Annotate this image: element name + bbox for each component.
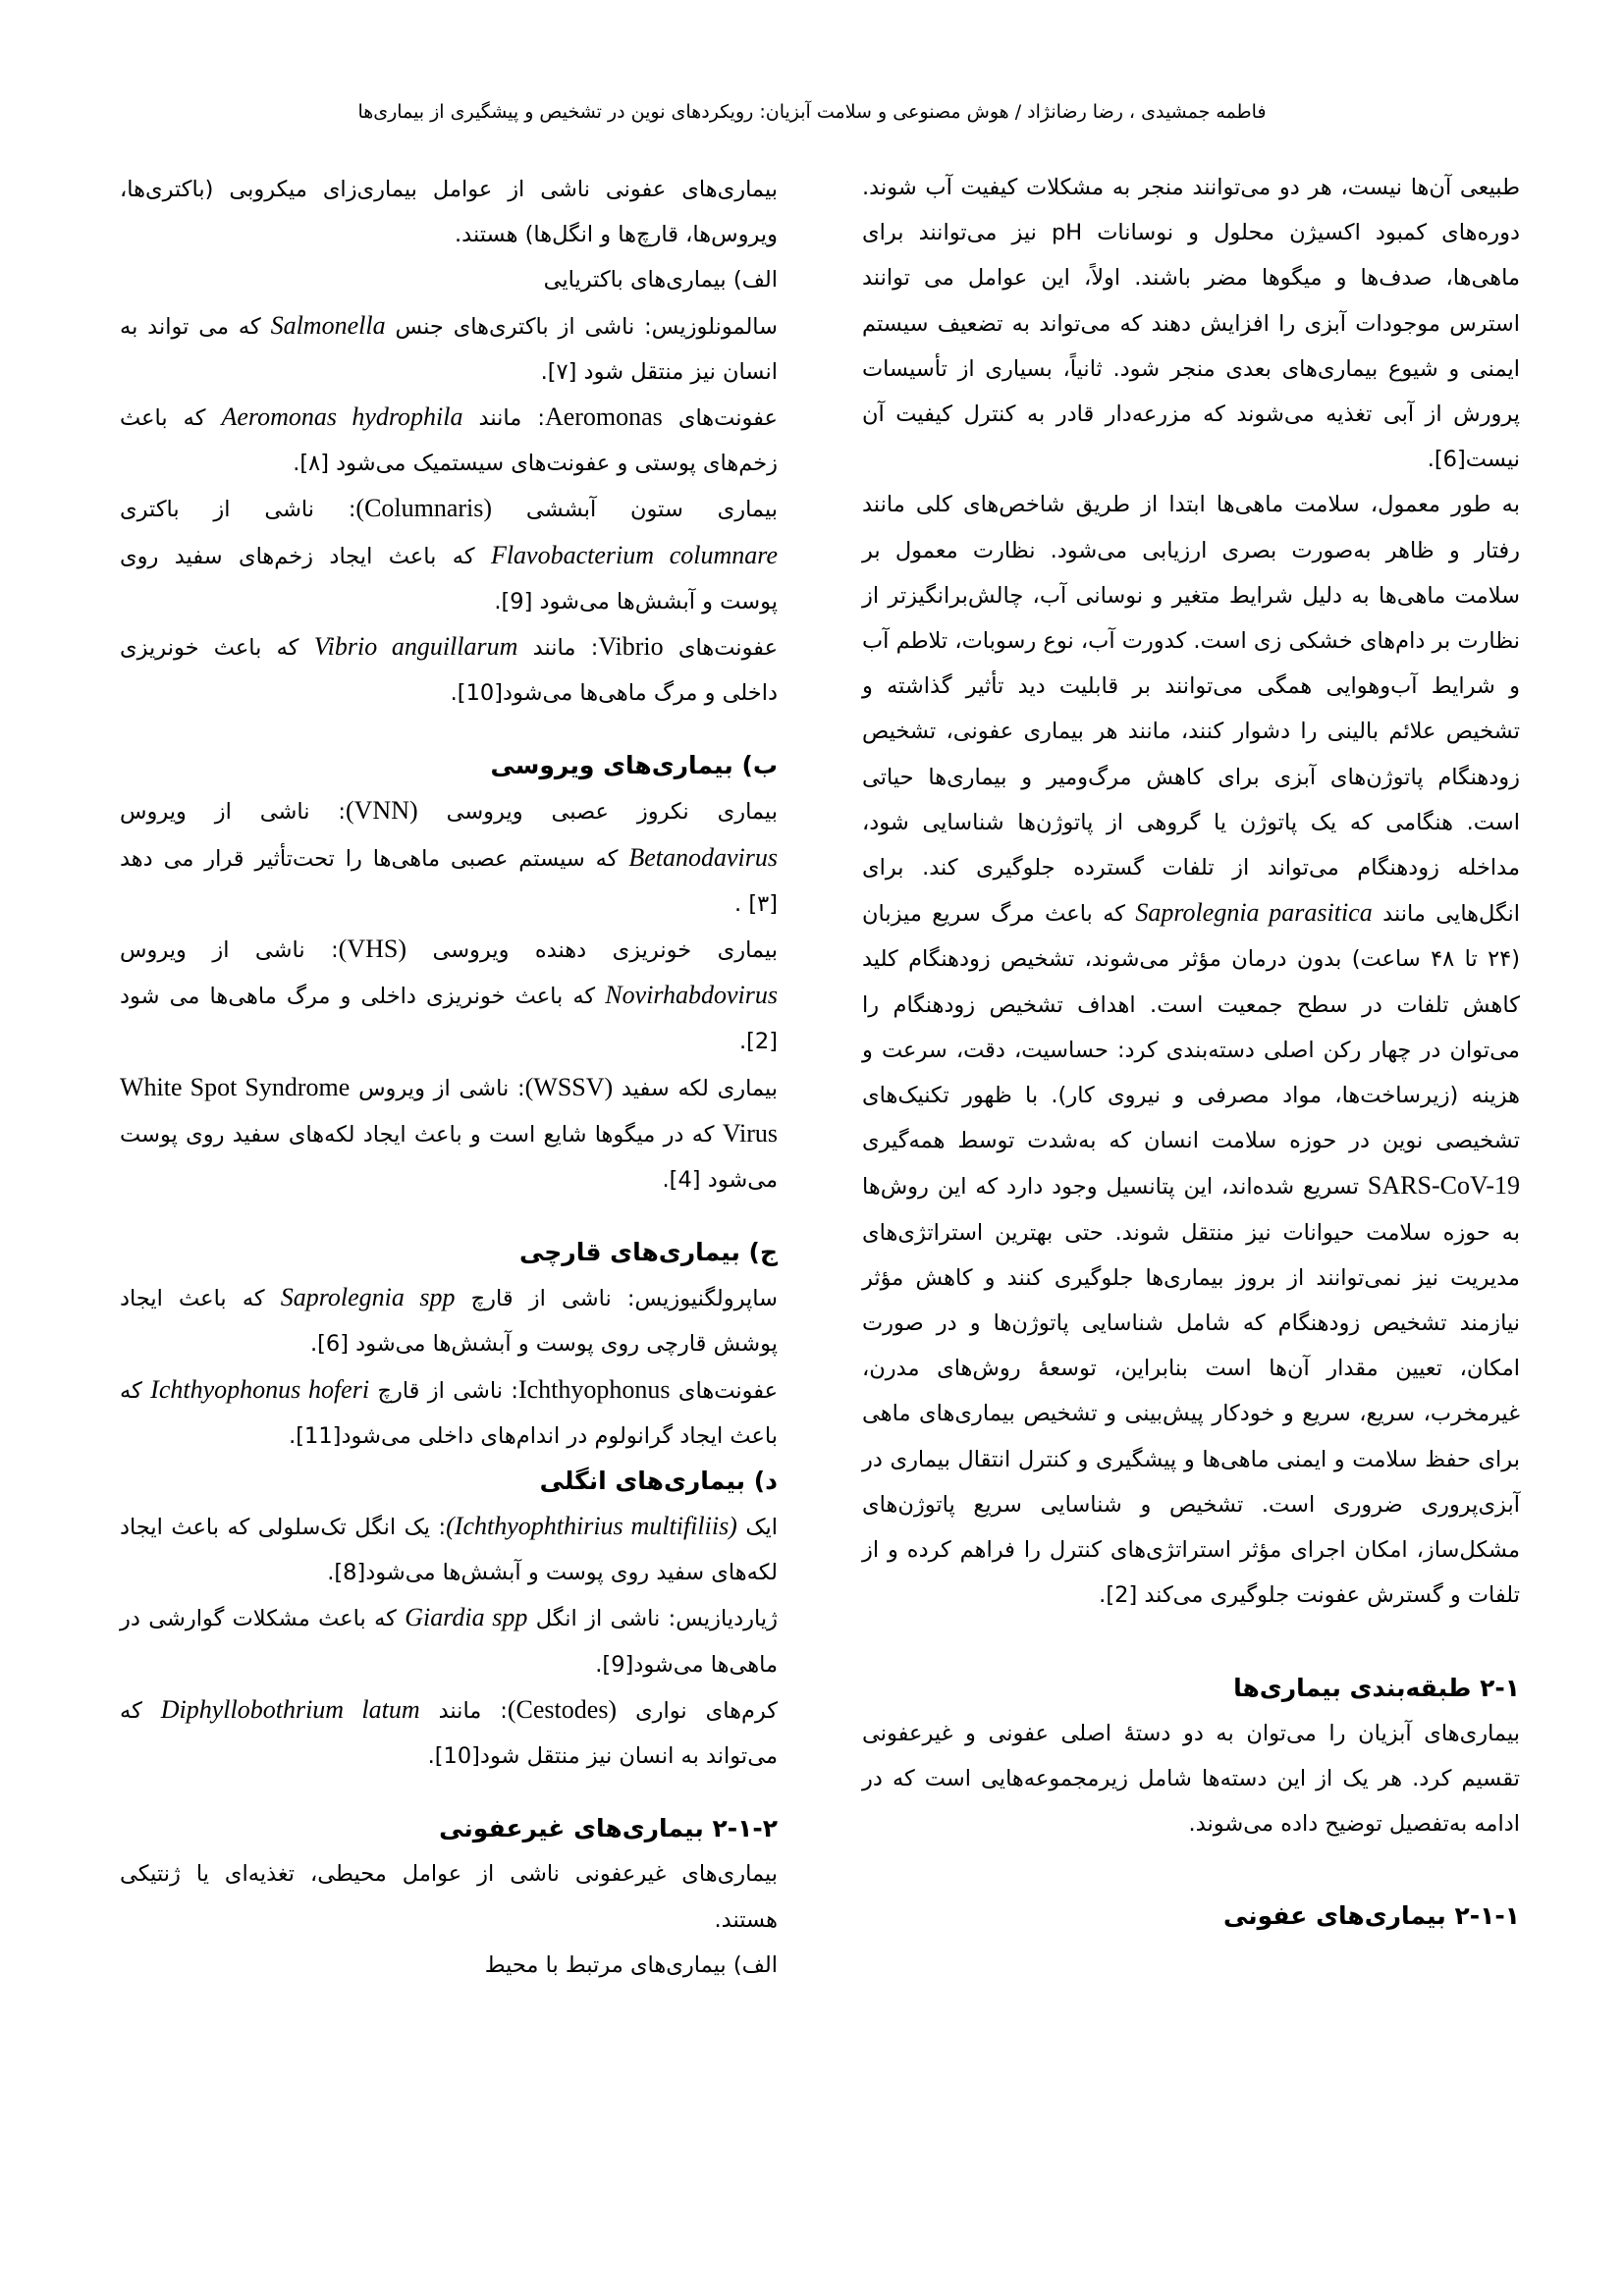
species-italic: Ichthyophonus hoferi [150, 1374, 370, 1404]
paragraph-water-quality: طبیعی آن‌ها نیست، هر دو می‌توانند منجر به مشکلات کیفیت آب شوند. دوره‌های کمبود اکسیژن محلول و نوسانات pH نیز می‌توانند برای ماهی‌ها، صدف‌ها و میگوها مضر باشند. اولاً، این عوامل می توانند استرس موجودات آبزی را افزایش دهند که می‌تواند به تضعیف سیستم ایمنی و شیوع بیماری‌های بعدی منجر شود. ثانیاً، بسیاری از تأسیسات پرورش از آبی تغذیه می‌شوند که مزرعه‌دار قادر به کنترل کیفیت آن نیست[6]. [862, 175, 1520, 473]
entry-columnaris [120, 486, 778, 624]
virus-name: White Spot Syndrome Virus [120, 1072, 779, 1148]
text: بیماری نکروز عصبی ویروسی [446, 799, 778, 826]
text: : ناشی از ویروس [120, 937, 339, 964]
species-name [271, 311, 386, 340]
abbreviation: (VNN) [346, 796, 418, 826]
left-column [120, 167, 778, 1988]
section-heading-2-1: ۲-۱ طبقه‌بندی بیماری‌ها [1233, 1673, 1520, 1702]
text: عفونت‌های [677, 1377, 779, 1404]
species-italic: Vibrio anguillarum [313, 632, 518, 662]
text: کرم‌های نواری [635, 1697, 779, 1724]
text: : مانند [532, 635, 599, 662]
text: که باعث زخم‌های پوستی و عفونت‌های سیستمیک می‌شود [۸]. [120, 405, 778, 477]
text: که باعث خونریزی داخلی و مرگ ماهی‌ها می‌شود[10]. [120, 635, 778, 707]
text: : مانند [478, 405, 545, 432]
entry-wssv [120, 1065, 778, 1203]
entry-vhs [120, 927, 778, 1065]
text: : ناشی از باکتری [120, 497, 356, 523]
text: : ناشی از ویروس [358, 1075, 525, 1101]
text: که باعث مرگ سریع میزبان (۲۴ تا ۴۸ ساعت) بدون درمان مؤثر می‌شوند، تشخیص زودهنگام کلید کاهش تلفات در سطح جمعیت است. اهداف تشخیص زودهنگام را می‌توان در چهار رکن اصلی دسته‌بندی کرد: حساسیت، دقت، سرعت و هزینه (زیرساخت‌ها، مواد مصرفی و نیروی کار). با ظهور تکنیک‌های تشخیصی نوین در حوزه سلامت انسان که به‌شدت توسط همه‌گیری [862, 901, 1521, 1154]
entry-ich [120, 1504, 778, 1595]
genus-name: Vibrio [598, 632, 664, 662]
text: ژیاردیازیس: ناشی از انگل [535, 1606, 778, 1632]
species-italic: Betanodavirus [628, 842, 778, 872]
subheading-parasitic: د) بیماری‌های انگلی [539, 1467, 778, 1496]
text: که در میگوها شایع است و باعث ایجاد لکه‌های سفید روی پوست می‌شود [4]. [120, 1121, 778, 1194]
entry-giardiasis [120, 1595, 778, 1686]
entry-saprolegniosis [120, 1275, 778, 1366]
text: که می‌تواند به انسان نیز منتقل شود[10]. [120, 1697, 778, 1770]
species-name [446, 1512, 737, 1540]
running-header: فاطمه جمشیدی ، رضا رضانژاد / هوش مصنوعی و سلامت آبزیان: رویکردهای نوین در تشخیص و پیشگیری از بیماری‌ها [357, 101, 1267, 123]
text: که باعث مشکلات گوارشی در ماهی‌ها می‌شود[9]. [120, 1606, 778, 1678]
species-italic: Novirhabdovirus [605, 981, 778, 1010]
section-heading-2-1-1: ۲-۱-۱ بیماری‌های عفونی [1222, 1901, 1520, 1931]
virus-name: SARS-CoV-19 [1367, 1171, 1520, 1201]
disease-name: (Columnaris) [355, 494, 493, 523]
paragraph-infectious-intro: بیماری‌های عفونی ناشی از عوامل بیماری‌زای میکروبی (باکتری‌ها، ویروس‌ها، قارچ‌ها و انگل‌ها) هستند. [120, 177, 778, 248]
paragraph-early-diagnosis [862, 482, 1520, 1618]
text: : ناشی از قارچ [377, 1377, 518, 1404]
species-name [314, 632, 518, 661]
species-italic: Salmonella [270, 310, 386, 340]
abbreviation: (VHS) [338, 934, 406, 964]
text: که باعث ایجاد پوشش قارچی روی پوست و آبشش‌ها می‌شود [6]. [120, 1286, 778, 1358]
entry-cestodes [120, 1687, 778, 1779]
section-heading-2-1-2: ۲-۱-۲ بیماری‌های غیرعفونی [439, 1814, 778, 1843]
genus-name: Ichthyophonus [517, 1374, 671, 1404]
text: سالمونلوزیس: ناشی از باکتری‌های جنس [395, 313, 779, 340]
text: که می تواند به انسان نیز منتقل شود [۷]. [120, 313, 778, 385]
species-italic: (Ichthyophthirius multifiliis) [446, 1512, 737, 1541]
text: که باعث خونریزی داخلی و مرگ ماهی‌ها می شود [2]. [120, 984, 778, 1055]
spacer [862, 1619, 1520, 1666]
paragraph-classification: بیماری‌های آبزیان را می‌توان به دو دستهٔ اصلی عفونی و غیرعفونی تقسیم کرد. هر یک از این دسته‌ها شامل زیرمجموعه‌هایی است که در ادامه به‌تفصیل توضیح داده می‌شوند. [862, 1720, 1520, 1837]
text: بیماری ستون آبششی [525, 497, 778, 523]
species-name [491, 541, 778, 569]
species-name [281, 1283, 456, 1311]
text: بیماری خونریزی دهنده ویروسی [432, 937, 778, 964]
entry-salmonellosis [120, 303, 778, 395]
text: به طور معمول، سلامت ماهی‌ها ابتدا از طریق شاخص‌های کلی مانند رفتار و ظاهر به‌صورت بصری ارزیابی می‌شود. نظارت معمول بر سلامت ماهی‌ها به دلیل شرایط متغیر و نوسانی آب، چالش‌برانگیزتر از نظارت بر دام‌های خشکی زی است. کدورت آب، نوع رسوبات، تلاطم آب و شرایط آب‌وهوایی همگی می‌توانند بر قابلیت دید تأثیر گذاشته و تشخیص علائم بالینی را دشوار کنند، مانند هر بیماری عفونی، تشخیص زودهنگام پاتوژن‌های آبزی برای کاهش مرگ‌ومیر و بیماری‌ها حیاتی است. هنگامی که یک پاتوژن یا گروهی از پاتوژن‌ها شناسایی شود، مداخله زودهنگام می‌تواند از تلفات گسترده جلوگیری کند. برای انگل‌هایی مانند [862, 492, 1521, 928]
species-italic: Saprolegnia spp [280, 1283, 456, 1312]
spacer [862, 1846, 1520, 1894]
paragraph-noninfectious: بیماری‌های غیرعفونی ناشی از عوامل محیطی، تغذیه‌ای یا ژنتیکی هستند. [120, 1861, 778, 1933]
species-italic: Aeromonas hydrophila [221, 402, 463, 432]
right-column [862, 165, 1520, 1939]
text: : یک انگل تک‌سلولی که باعث ایجاد لکه‌های سفید روی پوست و آبشش‌ها می‌شود[8]. [120, 1515, 778, 1586]
species-name [1135, 898, 1372, 927]
entry-vnn [120, 788, 778, 927]
subheading-bacterial: الف) بیماری‌های باکتریایی [543, 267, 778, 294]
text: که باعث ایجاد گرانولوم در اندام‌های داخلی می‌شود[11]. [120, 1377, 778, 1449]
species-italic: Giardia spp [405, 1603, 528, 1632]
species-italic: Diphyllobothrium latum [160, 1694, 420, 1724]
text: تسریع شده‌اند، این پتانسیل وجود دارد که این روش‌ها به حوزه سلامت حیوانات نیز منتقل شوند. حتی بهترین استراتژی‌های مدیریت نیز نمی‌توانند از بروز بیماری‌ها جلوگیری کنند و کاهش مؤثر نیازمند تشخیص زودهنگام که شامل شناسایی پاتوژن‌ها و در صورت امکان، تعیین مقدار آن‌ها است بنابراین، توسعهٔ روش‌های مدرن، غیرمخرب، سریع، سریع و خودکار پیش‌بینی و تشخیص بیماری‌های ماهی برای حفظ سلامت و ایمنی ماهی‌ها و پیشگیری و کنترل انتقال بیماری در آبزی‌پروری ضروری است. تشخیص و شناسایی سریع پاتوژن‌های مشکل‌ساز، امکان اجرای مؤثر استراتژی‌های کنترل را فراهم کرده و از تلفات و گسترش عفونت جلوگیری می‌کند [2]. [862, 1174, 1520, 1609]
species-name [222, 402, 463, 431]
group-name: (Cestodes) [507, 1694, 618, 1724]
species-name [150, 1375, 369, 1404]
genus-name: Aeromonas [544, 402, 663, 432]
species-name [161, 1695, 420, 1724]
text: ایک [745, 1515, 778, 1541]
spacer [120, 1202, 778, 1230]
subheading-environmental: الف) بیماری‌های مرتبط با محیط [484, 1951, 778, 1978]
spacer [120, 716, 778, 743]
text: : مانند [438, 1697, 508, 1724]
entry-ichthyophonus [120, 1367, 778, 1459]
text: عفونت‌های [677, 635, 778, 662]
text: ساپرولگنیوزیس: ناشی از قارچ [470, 1286, 778, 1312]
text: که باعث ایجاد زخم‌های سفید روی پوست و آبشش‌ها می‌شود [9]. [120, 543, 778, 614]
species-name [605, 981, 778, 1009]
text: : ناشی از ویروس [120, 799, 346, 826]
text: که سیستم عصبی ماهی‌ها را تحت‌تأثیر قرار می دهد [۳] . [120, 845, 778, 917]
species-name [628, 843, 778, 872]
entry-vibrio [120, 624, 778, 716]
spacer [120, 1779, 778, 1806]
species-italic: Flavobacterium columnare [490, 540, 778, 569]
subheading-viral: ب) بیماری‌های ویروسی [490, 751, 778, 780]
species-italic: Saprolegnia parasitica [1135, 898, 1373, 928]
subheading-fungal: ج) بیماری‌های قارچی [519, 1238, 778, 1267]
text: بیماری لکه سفید [621, 1075, 779, 1101]
text: عفونت‌های [677, 405, 778, 432]
abbreviation: (WSSV) [524, 1072, 614, 1101]
species-name [405, 1603, 527, 1631]
entry-aeromonas [120, 395, 778, 486]
